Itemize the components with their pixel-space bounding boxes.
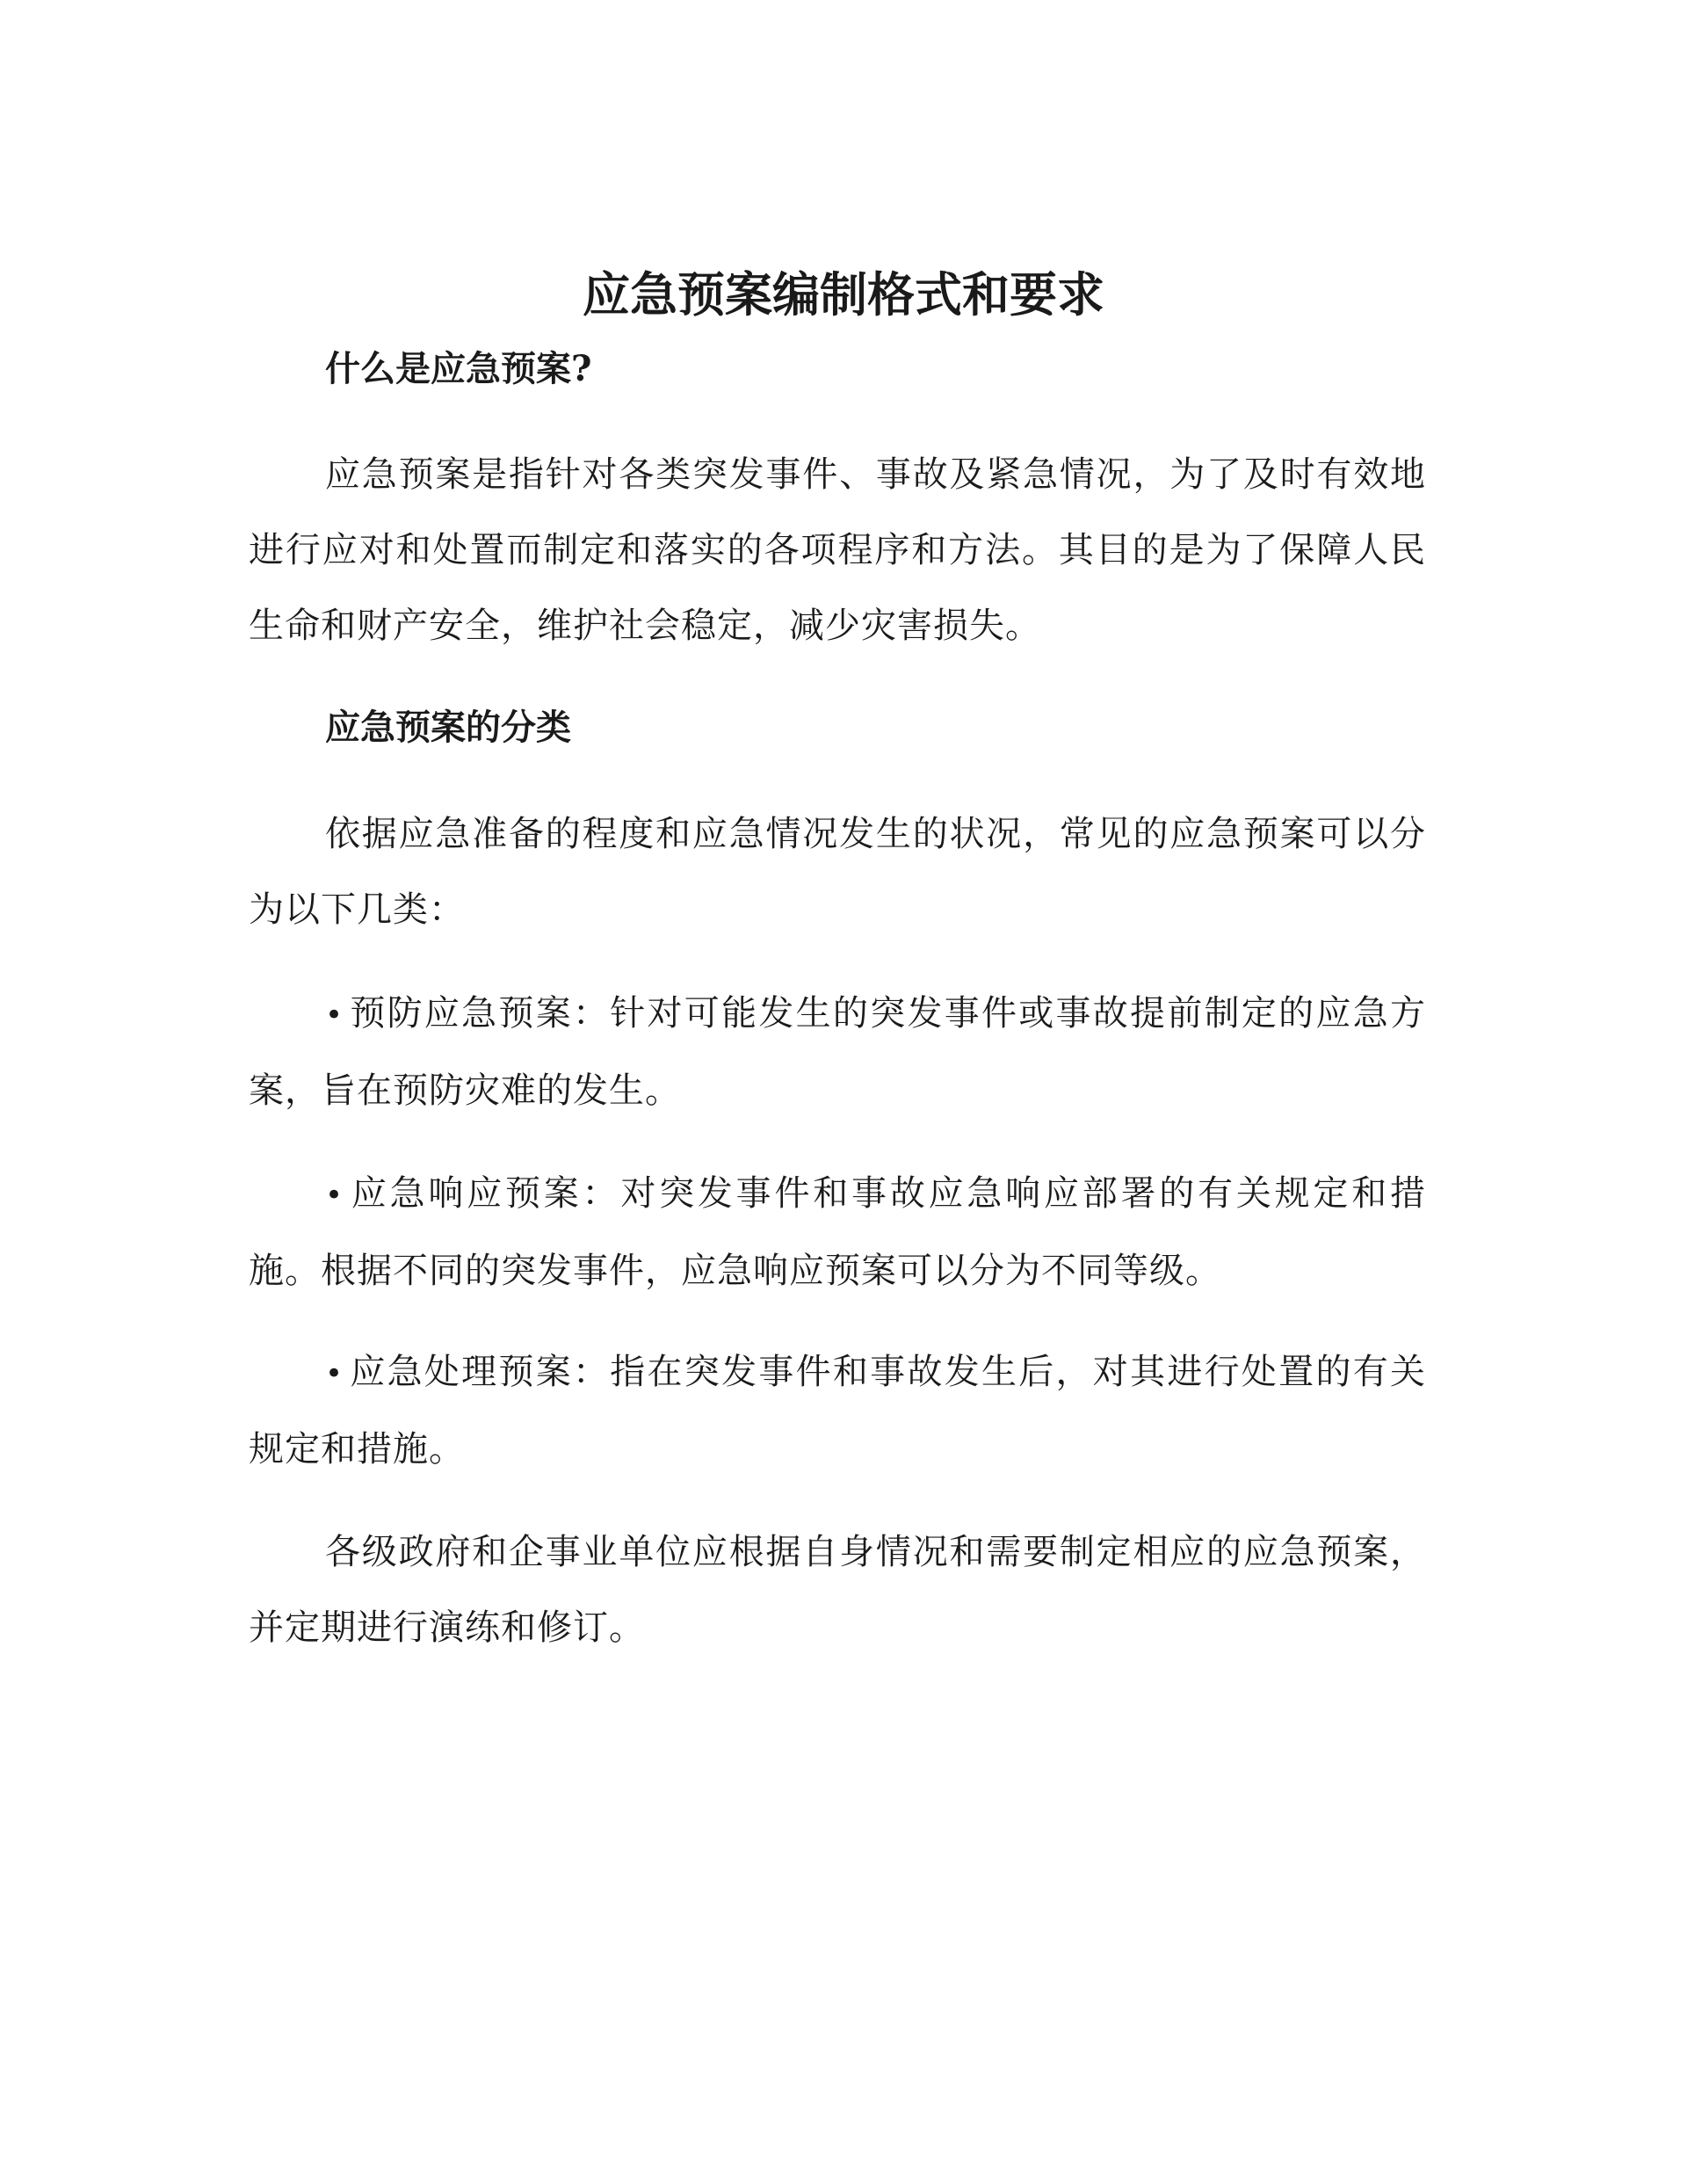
- definition-paragraph: 应急预案是指针对各类突发事件、事故及紧急情况，为了及时有效地进行应对和处置而制定和落实的各项程序和方法。其目的是为了保障人民生命和财产安全，维护社会稳定，减少灾害损失。: [249, 454, 1426, 646]
- section-heading-classification: 应急预案的分类: [325, 707, 571, 748]
- classification-intro-paragraph: 依据应急准备的程度和应急情况发生的状况，常见的应急预案可以分为以下几类：: [249, 814, 1426, 930]
- section-heading-what-is: 什么是应急预案?: [325, 348, 592, 389]
- bullet-dot-icon: •: [325, 998, 344, 1033]
- bullet-item-response: [249, 1156, 1426, 1309]
- bullet-item-handling: [249, 1334, 1426, 1487]
- document-title: 应急预案编制格式和要求: [583, 266, 1104, 323]
- bullet-dot-icon: •: [325, 1178, 344, 1213]
- bullet-text: 应急响应预案：对突发事件和事故应急响应部署的有关规定和措施。根据不同的突发事件，应急响应预案可以分为不同等级。: [249, 1173, 1426, 1291]
- closing-paragraph: 各级政府和企事业单位应根据自身情况和需要制定相应的应急预案，并定期进行演练和修订。: [249, 1532, 1426, 1648]
- bullet-text: 预防应急预案：针对可能发生的突发事件或事故提前制定的应急方案，旨在预防灾难的发生。: [249, 993, 1426, 1111]
- bullet-dot-icon: •: [325, 1356, 344, 1391]
- bullet-text: 应急处理预案：指在突发事件和事故发生后，对其进行处置的有关规定和措施。: [249, 1352, 1426, 1469]
- bullet-item-prevention: [249, 976, 1426, 1128]
